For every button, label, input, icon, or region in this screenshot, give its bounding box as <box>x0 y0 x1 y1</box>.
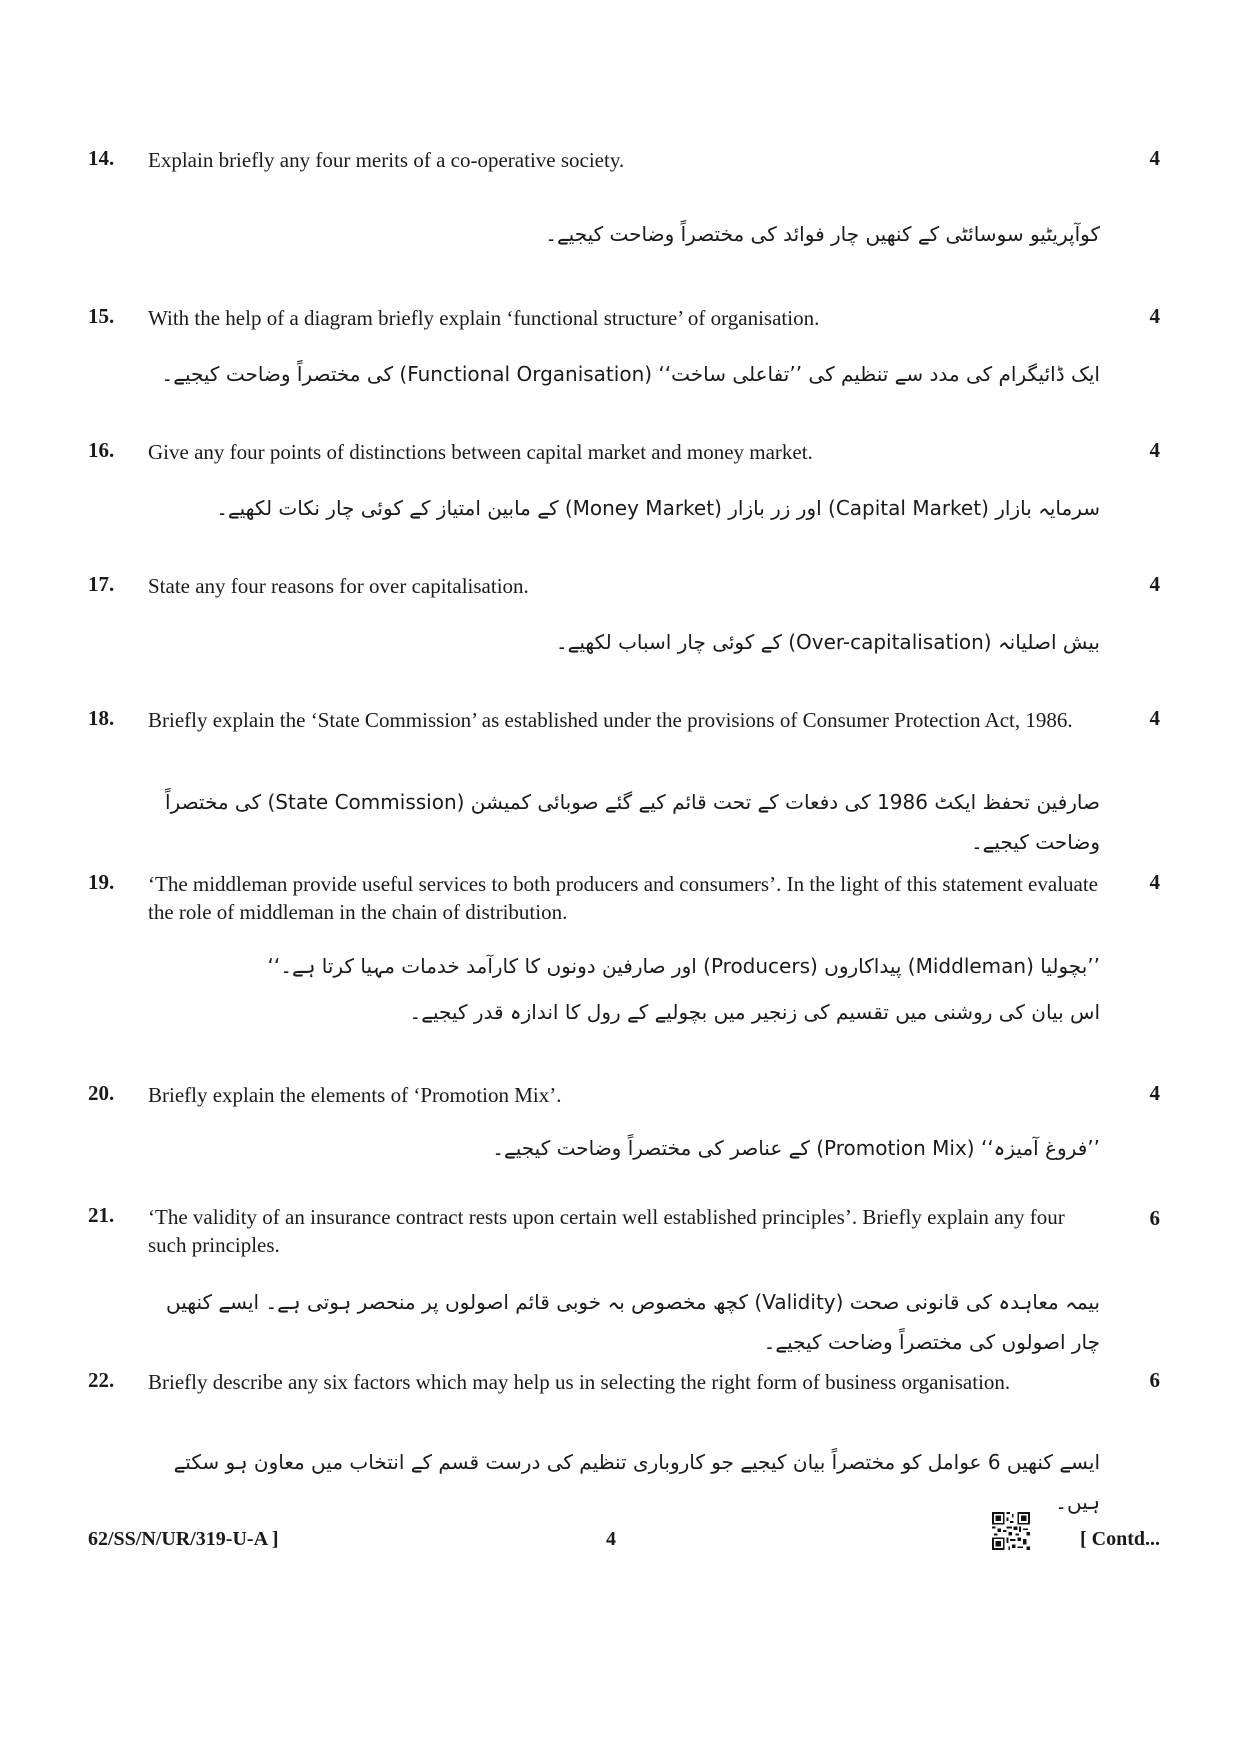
question-urdu-text: کوآپریٹیو سوسائٹی کے کنھیں چار فوائد کی مختصراً وضاحت کیجیے۔ <box>545 222 1100 246</box>
paper-code: 62/SS/N/UR/319-U-A ] <box>88 1528 279 1550</box>
question-urdu-text: صارفین تحفظ ایکٹ 1986 کی دفعات کے تحت قائم کیے گئے صوبائی کمیشن (State Commission) کی مختصراً وضاحت کیجیے۔ <box>164 790 1100 854</box>
question-marks: 6 <box>1149 1368 1160 1392</box>
page-number: 4 <box>606 1528 616 1550</box>
continued-label: [ Contd... <box>1079 1528 1160 1550</box>
question-number: 19. <box>88 870 115 894</box>
question-urdu-text: بیش اصلیانہ (Over-capitalisation) کے کوئی چار اسباب لکھیے۔ <box>555 630 1100 654</box>
question-text: State any four reasons for over capitalisation. <box>148 574 529 598</box>
question-text: With the help of a diagram briefly explain ‘functional structure’ of organisation. <box>148 306 820 330</box>
qr-code-icon <box>992 1512 1030 1550</box>
question-marks: 6 <box>1149 1206 1160 1230</box>
question-marks: 4 <box>1149 146 1160 170</box>
question-number: 18. <box>88 706 115 730</box>
question-text: ‘The middleman provide useful services to both producers and consumers’. In the light of this statement evaluate the role of middleman in the chain of distribution. <box>148 872 1098 924</box>
question-urdu-text: ایسے کنھیں 6 عوامل کو مختصراً بیان کیجیے جو کاروباری تنظیم کی درست قسم کے انتخاب میں معاون ہو سکتے ہیں۔ <box>173 1450 1100 1514</box>
question-number: 17. <box>88 572 115 596</box>
question-marks: 4 <box>1149 1081 1160 1105</box>
question-urdu-text: ’’فروغ آمیزہ‘‘ (Promotion Mix) کے عناصر کی مختصراً وضاحت کیجیے۔ <box>492 1136 1100 1160</box>
question-number: 16. <box>88 438 115 462</box>
question-number: 15. <box>88 304 115 328</box>
question-text: Briefly explain the elements of ‘Promotion Mix’. <box>148 1083 562 1107</box>
question-marks: 4 <box>1149 572 1160 596</box>
question-marks: 4 <box>1149 870 1160 894</box>
question-urdu-text: ایک ڈائیگرام کی مدد سے تنظیم کی ’’تفاعلی ساخت‘‘ (Functional Organisation) کی مختصراً وضاحت کیجیے۔ <box>161 362 1100 386</box>
question-text: ‘The validity of an insurance contract rests upon certain well established principles’. Briefly explain any four such principles. <box>148 1205 1065 1257</box>
question-text: Give any four points of distinctions between capital market and money market. <box>148 440 813 464</box>
question-urdu-text: سرمایہ بازار (Capital Market) اور زر بازار (Money Market) کے مابین امتیاز کے کوئی چار نکات لکھیے۔ <box>216 496 1100 520</box>
question-marks: 4 <box>1149 438 1160 462</box>
question-urdu-line-2: اس بیان کی روشنی میں تقسیم کی زنجیر میں بچولیے کے رول کا اندازہ قدر کیجیے۔ <box>409 1000 1100 1024</box>
question-text: Briefly explain the ‘State Commission’ as established under the provisions of Consumer Protection Act, 1986. <box>148 708 1073 732</box>
question-number: 21. <box>88 1203 115 1227</box>
question-marks: 4 <box>1149 304 1160 328</box>
question-marks: 4 <box>1149 706 1160 730</box>
question-text: Briefly describe any six factors which may help us in selecting the right form of business organisation. <box>148 1370 1011 1394</box>
question-urdu-text: بیمہ معاہدہ کی قانونی صحت (Validity) کچھ مخصوص بہ خوبی قائم اصولوں پر منحصر ہوتی ہے۔ ایسے کنھیں چار اصولوں کی مختصراً وضاحت کیجیے۔ <box>166 1290 1100 1354</box>
question-number: 20. <box>88 1081 115 1105</box>
question-number: 14. <box>88 146 115 170</box>
question-number: 22. <box>88 1368 115 1392</box>
question-text: Explain briefly any four merits of a co-operative society. <box>148 148 625 172</box>
question-urdu-line-1: ’’بچولیا (Middleman) پیداکاروں (Producers) اور صارفین دونوں کا کارآمد خدمات مہیا کرتا ہے۔‘‘ <box>267 954 1100 978</box>
